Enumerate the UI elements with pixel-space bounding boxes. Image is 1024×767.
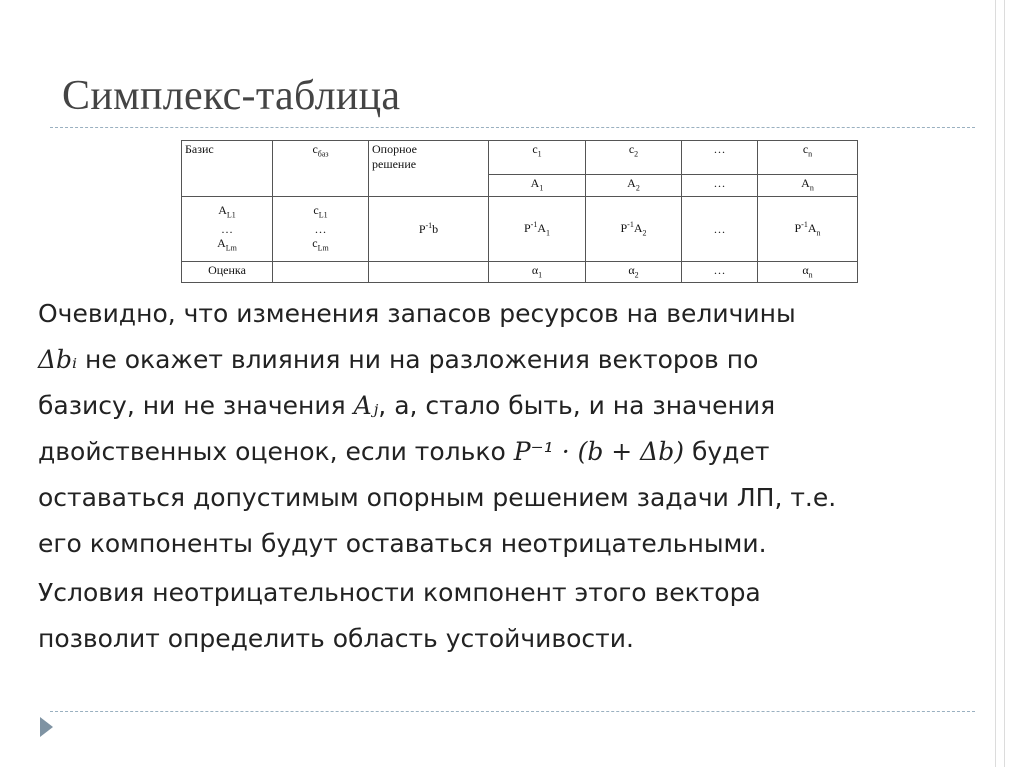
text-line: Δ𝑏ᵢ не окажет влияния ни на разложения векторов по — [38, 345, 759, 374]
text-line: Условия неотрицательности компонент этого вектора — [38, 578, 761, 607]
estimate-empty-cell — [369, 261, 489, 282]
math-a-j: 𝐴ⱼ — [353, 391, 379, 420]
paragraph-stability — [38, 291, 988, 567]
pinv-an-cell: $P^{-1}A_n$ — [758, 197, 858, 261]
cn-header: $c_n$ — [758, 141, 858, 175]
estimate-empty-cell — [273, 261, 369, 282]
basis-header: Базис — [182, 141, 273, 197]
text-line: его компоненты будут оставаться неотрицательными. — [38, 529, 767, 558]
title-divider — [50, 127, 975, 128]
pinv-b-cell: $P^{-1}b$ — [369, 197, 489, 261]
pinv-a1-cell: $P^{-1}A_1$ — [489, 197, 586, 261]
a1-header: $A_1$ — [489, 175, 586, 197]
a-dots-header: … — [682, 175, 758, 197]
simplex-table — [181, 140, 858, 283]
alpha-dots-cell: … — [682, 261, 758, 282]
math-delta-b: Δ𝑏ᵢ — [38, 345, 78, 374]
text-line: позволит определить область устойчивости. — [38, 624, 634, 653]
paragraph-conditions — [38, 570, 988, 662]
text-line: двойственных оценок, если только 𝑃⁻¹ · (𝑏 + Δ𝑏) будет — [38, 437, 770, 466]
frame-top-line — [995, 0, 996, 767]
a2-header: $A_2$ — [586, 175, 682, 197]
c-dots-header: … — [682, 141, 758, 175]
alpha1-cell: $\alpha_1$ — [489, 261, 586, 282]
footer-divider — [50, 711, 975, 712]
math-formula: 𝑃⁻¹ · (𝑏 + Δ𝑏) — [513, 437, 684, 466]
text-line: Очевидно, что изменения запасов ресурсов на величины — [38, 299, 796, 328]
frame-right-line — [1004, 0, 1005, 767]
alpha2-cell: $\alpha_2$ — [586, 261, 682, 282]
pinv-a2-cell: $P^{-1}A_2$ — [586, 197, 682, 261]
c1-header: $c_1$ — [489, 141, 586, 175]
text-line: базису, ни не значения 𝐴ⱼ, а, стало быть, и на значения — [38, 391, 776, 420]
basis-costs-cell: $c_{L1}$ … $c_{Lm}$ — [273, 197, 369, 261]
triangle-bullet-icon — [40, 717, 53, 737]
text-line: оставаться допустимым опорным решением задачи ЛП, т.е. — [38, 483, 837, 512]
basis-vectors-cell: $A_{L1}$ … $A_{Lm}$ — [182, 197, 273, 261]
alphan-cell: $\alpha_n$ — [758, 261, 858, 282]
pinv-dots-cell: … — [682, 197, 758, 261]
support-solution-header: Опорное решение — [369, 141, 489, 197]
cbasis-header: $c_{баз}$ — [273, 141, 369, 197]
c2-header: $c_2$ — [586, 141, 682, 175]
an-header: $A_n$ — [758, 175, 858, 197]
estimate-label: Оценка — [182, 261, 273, 282]
slide-title: Симплекс-таблица — [62, 73, 401, 119]
